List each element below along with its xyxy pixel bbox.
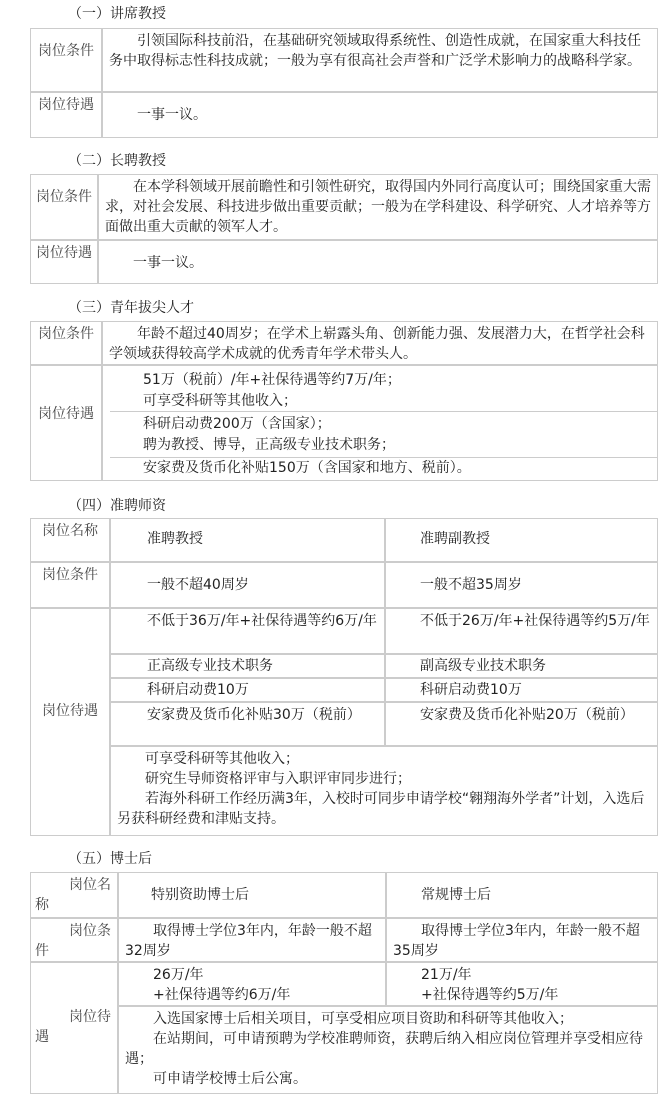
section-heading-4: （四）准聘师资: [68, 498, 166, 514]
s5-col1-title: 特别资助博士后: [118, 872, 386, 918]
s1-treatment-text: [102, 92, 658, 138]
s3-condition-paragraph: 年龄不超过40周岁；在学术上崭露头角、创新能力强、发展潜力大，在哲学社会科学领域获得较高学术成就的优秀青年学术带头人。: [109, 326, 645, 362]
s3-row-divider-1: [110, 411, 658, 412]
s5-col1-salary: [118, 962, 386, 1006]
s5-name-label-text: 岗位名称: [35, 877, 111, 913]
s4-col1-salary: [110, 608, 385, 654]
s3-treatment-list: [102, 365, 658, 481]
s4-col2-rank: 副高级专业技术职务: [385, 654, 658, 678]
s4-col2-salary: [385, 608, 658, 654]
s4-common-line-3: 若海外科研工作经历满3年，入校时可同步申请学校“翱翔海外学者”计划，入选后另获科研经费和津贴支持。: [117, 791, 645, 827]
s5-common-line-3: 可申请学校博士后公寓。: [153, 1071, 307, 1087]
s4-col1-salary-text: 不低于36万/年+社保待遇等约6万/年: [147, 613, 377, 629]
s3-treatment-label: 岗位待遇: [30, 365, 102, 481]
s5-name-label: [30, 872, 118, 918]
s4-col1-title: 准聘教授: [110, 518, 385, 562]
s2-condition-text: [98, 174, 658, 240]
s4-col2-fund: 科研启动费10万: [385, 678, 658, 702]
s4-common-line-1: 可享受科研等其他收入；: [145, 751, 299, 767]
s1-condition-paragraph: 引领国际科技前沿，在基础研究领域取得系统性、创造性成就，在国家重大科技任务中取得标志性科技成就；一般为享有很高社会声誉和广泛学术影响力的战略科学家。: [109, 33, 641, 69]
s3-row-divider-2: [110, 457, 658, 458]
s5-col2-condition: [386, 918, 658, 962]
s4-col1-fund: 科研启动费10万: [110, 678, 385, 702]
s4-common-benefits: [110, 746, 658, 836]
s5-common-line-1: 入选国家博士后相关项目，可享受相应项目资助和科研等其他收入；: [153, 1011, 573, 1027]
s5-common-line-2: 在站期间，可申请预聘为学校准聘师资，获聘后纳入相应岗位管理并享受相应待遇；: [125, 1031, 643, 1067]
s2-condition-paragraph: 在本学科领域开展前瞻性和引领性研究，取得国内外同行高度认可；围绕国家重大需求，对社会发展、科技进步做出重要贡献；一般为在学科建设、科学研究、人才培养等方面做出重大贡献的领军人才。: [105, 179, 651, 235]
s4-col1-housing: [110, 702, 385, 746]
s5-col2-salary: [386, 962, 658, 1006]
section-heading-2: （二）长聘教授: [68, 153, 166, 169]
s5-col1-condition-text: 取得博士学位3年内，年龄一般不超32周岁: [125, 923, 372, 959]
s2-treatment-paragraph: 一事一议。: [133, 255, 203, 271]
s2-treatment-label: 岗位待遇: [30, 240, 98, 284]
s3-treatment-line-3: 科研启动费200万（含国家）；: [143, 416, 331, 432]
s5-common-benefits: [118, 1006, 658, 1094]
s3-treatment-line-2: 可享受科研等其他收入；: [143, 393, 297, 409]
s3-condition-text: [102, 321, 658, 365]
s4-col2-housing-text: 安家费及货币化补贴20万（税前）: [420, 707, 634, 723]
s4-name-label: 岗位名称: [30, 518, 110, 562]
s2-condition-label: 岗位条件: [30, 174, 98, 240]
s5-col2-condition-text: 取得博士学位3年内，年龄一般不超35周岁: [393, 923, 640, 959]
s1-condition-text: [102, 28, 658, 92]
s1-treatment-paragraph: 一事一议。: [137, 107, 207, 123]
s1-condition-label: 岗位条件: [30, 28, 102, 92]
s3-condition-label: 岗位条件: [30, 321, 102, 365]
s5-col2-salary-line-1: 21万/年: [421, 967, 472, 983]
s4-col1-condition: 一般不超40周岁: [110, 562, 385, 608]
s4-col2-salary-text: 不低于26万/年+社保待遇等约5万/年: [420, 613, 650, 629]
s5-treatment-label: [30, 962, 118, 1094]
s4-col2-housing: [385, 702, 658, 746]
s4-col1-housing-text: 安家费及货币化补贴30万（税前）: [147, 707, 361, 723]
section-heading-1: （一）讲席教授: [68, 6, 166, 22]
s4-treatment-label: 岗位待遇: [30, 608, 110, 836]
s3-treatment-line-4: 聘为教授、博导，正高级专业技术职务；: [143, 437, 395, 453]
s4-col1-rank: 正高级专业技术职务: [110, 654, 385, 678]
s1-treatment-label: 岗位待遇: [30, 92, 102, 138]
s4-condition-label: 岗位条件: [30, 562, 110, 608]
s5-col1-condition: [118, 918, 386, 962]
s5-col2-salary-line-2: +社保待遇等约5万/年: [421, 987, 559, 1003]
s5-treatment-label-text: 岗位待遇: [35, 1009, 111, 1045]
s5-col1-salary-line-1: 26万/年: [153, 967, 204, 983]
section-heading-5: （五）博士后: [68, 851, 152, 867]
s4-col2-title: 准聘副教授: [385, 518, 658, 562]
s5-col1-salary-line-2: +社保待遇等约6万/年: [153, 987, 291, 1003]
section-heading-3: （三）青年拔尖人才: [68, 300, 194, 316]
s3-treatment-line-1: 51万（税前）/年+社保待遇等约7万/年；: [143, 372, 401, 388]
s5-col2-title: 常规博士后: [386, 872, 658, 918]
s2-treatment-text: [98, 240, 658, 284]
s4-col2-condition: 一般不超35周岁: [385, 562, 658, 608]
s3-treatment-line-5: 安家费及货币化补贴150万（含国家和地方、税前）。: [143, 460, 471, 476]
s4-common-line-2: 研究生导师资格评审与入职评审同步进行；: [145, 771, 411, 787]
s5-condition-label: [30, 918, 118, 962]
s5-condition-label-text: 岗位条件: [35, 923, 111, 959]
